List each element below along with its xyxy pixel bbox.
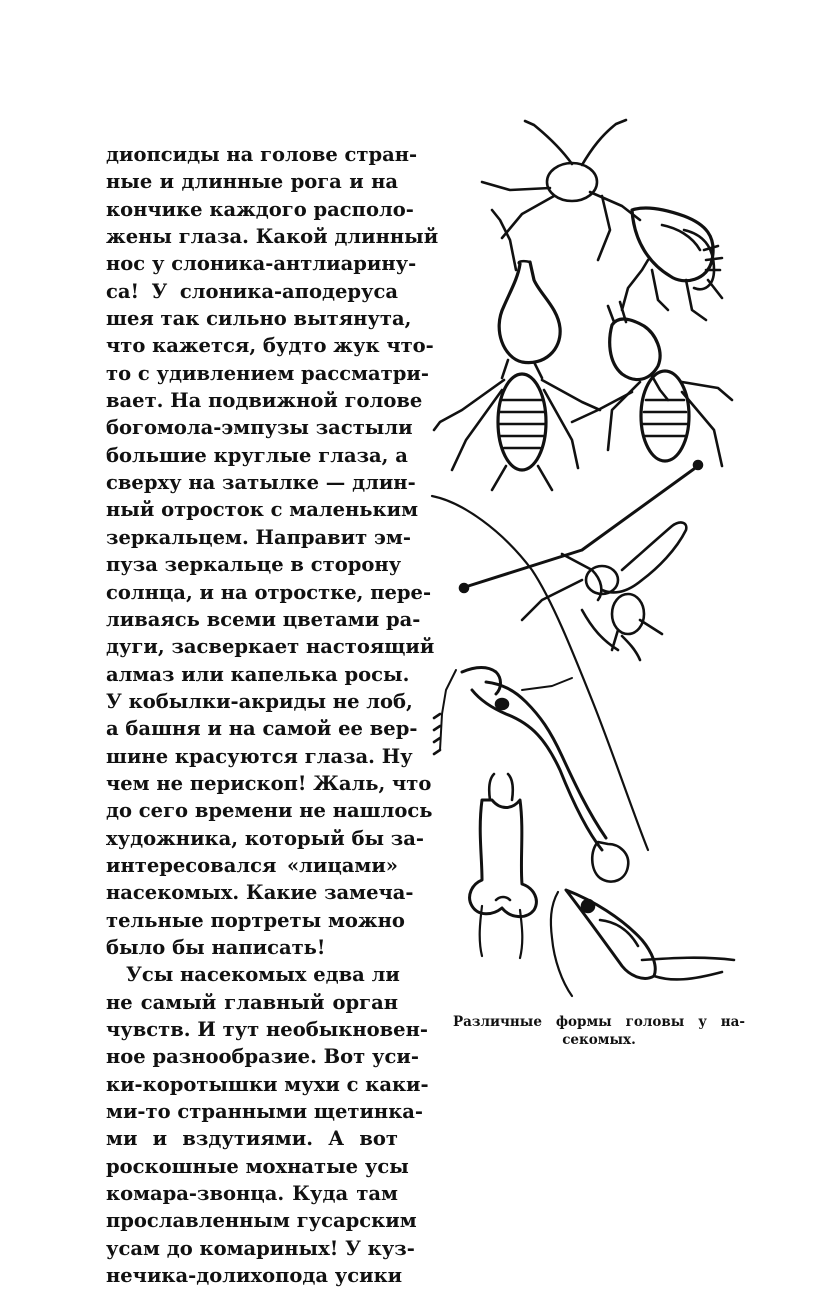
cricket-head-drawing [551, 890, 734, 996]
text-line: что кажется, будто жук что- [106, 334, 434, 358]
text-line: роскошные мохнатые усы [106, 1154, 409, 1178]
text-line: нос у слоника-антлиарину- [106, 252, 417, 276]
text-line: было бы написать! [106, 935, 326, 959]
text-line: интересовался «лицами» [106, 853, 398, 877]
text-line: алмаз или капелька росы. [106, 662, 410, 686]
text-line: кончике каждого располо- [106, 197, 414, 221]
text-line: ми и вздутиями. А вот [106, 1127, 398, 1151]
text-line: ные и длинные рога и на [106, 170, 398, 194]
body-text-column [106, 141, 439, 1289]
insect-heads-illustration [422, 110, 740, 1000]
text-line: сверху на затылке — длин- [106, 471, 416, 495]
text-line: шине красуются глаза. Ну [106, 744, 413, 768]
text-line: ми-то странными щетинка- [106, 1100, 424, 1124]
text-line: богомола-эмпузы застыли [106, 416, 413, 440]
text-line: художника, который бы за- [106, 826, 424, 850]
text-line: вает. На подвижной голове [106, 389, 423, 413]
text-line: нечика-долихопода усики [106, 1264, 403, 1288]
text-line: Усы насекомых едва ли [126, 963, 400, 987]
text-line: чем не перископ! Жаль, что [106, 771, 432, 795]
mantis-empusa-head-drawing [434, 668, 628, 882]
text-line: насекомых. Какие замеча- [106, 881, 414, 905]
text-line: большие круглые глаза, а [106, 443, 408, 467]
text-line: усам до комариных! У куз- [106, 1236, 415, 1260]
text-line: шея так сильно вытянута, [106, 307, 412, 331]
text-line: зеркальцем. Направит эм- [106, 525, 411, 549]
text-line: ный отросток с маленьким [106, 498, 419, 522]
text-line: У кобылки-акриды не лоб, [106, 689, 413, 713]
text-line: чувств. И тут необыкновен- [106, 1018, 428, 1041]
stalk-eyed-fly-drawing [432, 461, 702, 850]
text-line: а башня и на самой ее вер- [106, 717, 418, 741]
text-line: са! У слоника-аподеруса [106, 279, 398, 303]
text-line: до сего времени не нашлось [106, 799, 433, 823]
text-line: ное разнообразие. Вот уси- [106, 1045, 419, 1069]
text-line: ливаясь всеми цветами ра- [106, 607, 421, 631]
text-line: солнца, и на отростке, пере- [106, 580, 432, 604]
grasshopper-acrida-head-drawing [470, 774, 537, 958]
text-line: пуза зеркальце в сторону [106, 553, 402, 577]
caption-line-2: секомых. [562, 1032, 636, 1048]
insect-bottle-head-drawing [434, 210, 600, 490]
text-line: комара-звонца. Куда там [106, 1182, 398, 1206]
text-line: жены глаза. Какой длинный [106, 225, 439, 249]
text-line: то с удивлением рассматри- [106, 361, 429, 385]
text-line: не самый главный орган [106, 990, 398, 1014]
text-line: ки-коротышки мухи с каки- [106, 1072, 429, 1096]
text-line: дуги, засверкает настоящий [106, 635, 435, 659]
insect-horned-head-drawing [572, 260, 732, 466]
caption-line-1: Различные формы головы у на- [453, 1014, 745, 1030]
text-line: диопсиды на голове стран- [106, 143, 418, 166]
figure-caption [453, 1013, 745, 1049]
text-line: прославленным гусарским [106, 1209, 417, 1233]
text-line: тельные портреты можно [106, 908, 405, 932]
beetle-top-drawing [482, 120, 722, 320]
